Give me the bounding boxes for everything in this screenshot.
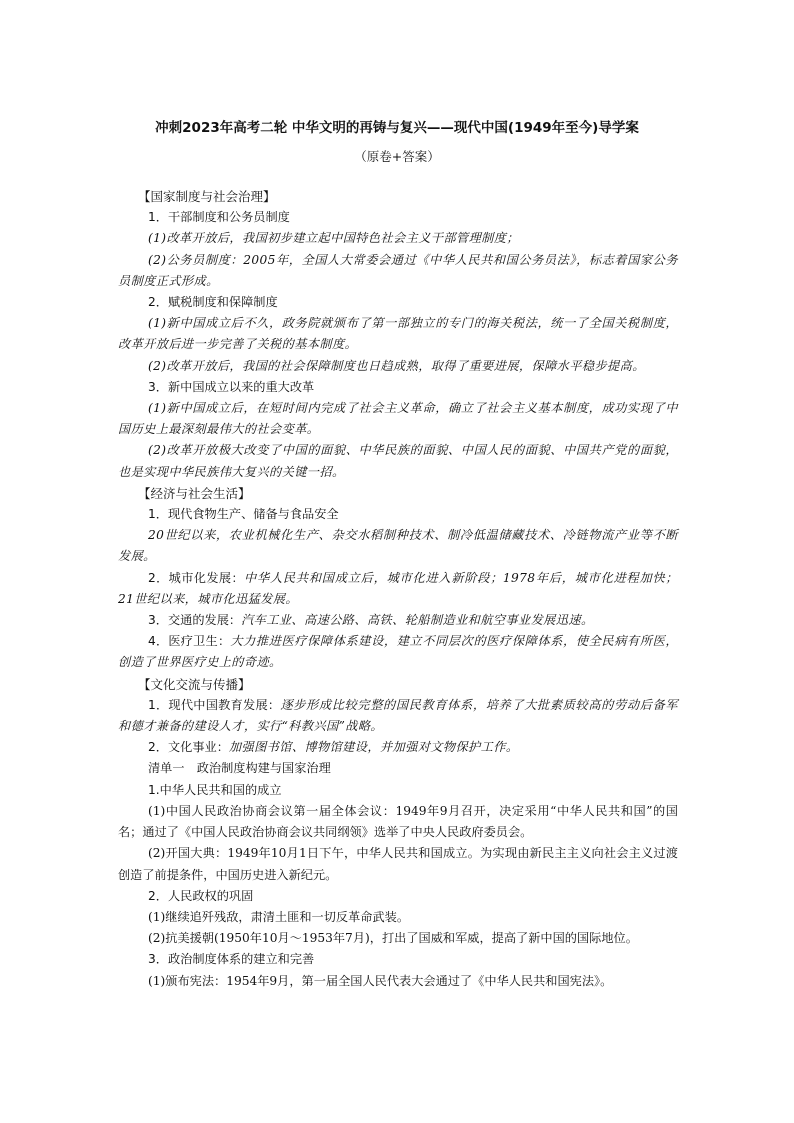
- paragraph-cultural-affairs: [118, 737, 678, 758]
- text-urbanization: 中华人民共和国成立后，城市化进入新阶段；1978年后，城市化进程加快；21世纪以来，城市化迅猛发展。: [118, 570, 679, 606]
- document-body: [118, 186, 678, 992]
- text-cultural-affairs: 加强图书馆、博物馆建设，并加强对文物保护工作。: [228, 740, 519, 755]
- label-cultural-affairs: 2．文化事业：: [148, 740, 229, 755]
- paragraph-transport: [118, 610, 678, 631]
- paragraph: (1)继续追歼残敌，肃清土匪和一切反革命武装。: [148, 909, 410, 924]
- subheading-food-production: 1．现代食物生产、储备与食品安全: [148, 507, 339, 522]
- label-urbanization: 2．城市化发展：: [148, 570, 245, 585]
- document-title: 冲刺2023年高考二轮 中华文明的再铸与复兴——现代中国(1949年至今)导学案: [155, 120, 639, 136]
- paragraph-medical: [118, 631, 678, 673]
- label-transport: 3．交通的发展：: [148, 613, 242, 628]
- label-medical: 4．医疗卫生：: [148, 634, 231, 649]
- paragraph: (1)中国人民政治协商会议第一届全体会议：1949年9月召开，决定采用“中华人民共和国”的国名；通过了《中国人民政治协商会议共同纲领》选举了中央人民政府委员会。: [118, 803, 678, 840]
- paragraph: (1)新中国成立后，在短时间内完成了社会主义革命，确立了社会主义基本制度，成功实现了中国历史上最深刻最伟大的社会变革。: [118, 401, 678, 437]
- paragraph: (2)开国大典：1949年10月1日下午，中华人民共和国成立。为实现由新民主主义向社会主义过渡创造了前提条件，中国历史进入新纪元。: [118, 846, 678, 882]
- paragraph-education: [118, 695, 678, 737]
- text-medical: 大力推进医疗保障体系建设，建立不同层次的医疗保障体系，使全民病有所医，创造了世界医疗史上的奇迹。: [118, 634, 678, 670]
- subheading-political-system: 3．政治制度体系的建立和完善: [148, 952, 315, 967]
- subheading-prc-founding: 1.中华人民共和国的成立: [148, 782, 282, 797]
- section-heading-culture: 【文化交流与传播】: [138, 676, 251, 692]
- subheading-tax-system: 2．赋税制度和保障制度: [148, 295, 278, 310]
- subheading-major-reforms: 3．新中国成立以来的重大改革: [148, 379, 315, 394]
- text-education: 逐步形成比较完整的国民教育体系，培养了大批素质较高的劳动后备军和德才兼备的建设人才，实行“科教兴国”战略。: [118, 697, 678, 734]
- section-heading-economy: 【经济与社会生活】: [138, 485, 251, 501]
- section-heading-list-one: 清单一 政治制度构建与国家治理: [148, 761, 331, 776]
- paragraph: (2)改革开放后，我国的社会保障制度也日趋成熟，取得了重要进展，保障水平稳步提高。: [148, 358, 645, 373]
- paragraph: (1)颁布宪法：1954年9月，第一届全国人民代表大会通过了《中华人民共和国宪法》。: [148, 973, 613, 988]
- paragraph: (2)抗美援朝(1950年10月～1953年7月)，打出了国威和军威，提高了新中国的国际地位。: [148, 931, 638, 946]
- paragraph: 20世纪以来，农业机械化生产、杂交水稻制种技术、制冷低温储藏技术、冷链物流产业等不断发展。: [118, 528, 678, 564]
- subheading-cadre-system: 1．干部制度和公务员制度: [148, 210, 290, 225]
- paragraph: (2)公务员制度：2005年，全国人大常委会通过《中华人民共和国公务员法》，标志着国家公务员制度正式形成。: [118, 252, 678, 288]
- section-heading-institutions: 【国家制度与社会治理】: [138, 189, 276, 204]
- paragraph: (1)改革开放后，我国初步建立起中国特色社会主义干部管理制度；: [148, 231, 519, 246]
- paragraph-urbanization: [118, 568, 678, 610]
- document-subtitle: （原卷+答案）: [354, 149, 440, 164]
- paragraph: (2)改革开放极大改变了中国的面貌、中华民族的面貌、中国人民的面貌、中国共产党的面貌，也是实现中华民族伟大复兴的关键一招。: [118, 443, 678, 479]
- text-transport: 汽车工业、高速公路、高铁、轮船制造业和航空事业发展迅速。: [241, 613, 594, 628]
- subheading-regime-consolidation: 2．人民政权的巩固: [148, 888, 254, 903]
- paragraph: (1)新中国成立后不久，政务院就颁布了第一部独立的专门的海关税法，统一了全国关税制度，改革开放后进一步完善了关税的基本制度。: [118, 316, 678, 352]
- label-education: 1．现代中国教育发展：: [148, 697, 281, 712]
